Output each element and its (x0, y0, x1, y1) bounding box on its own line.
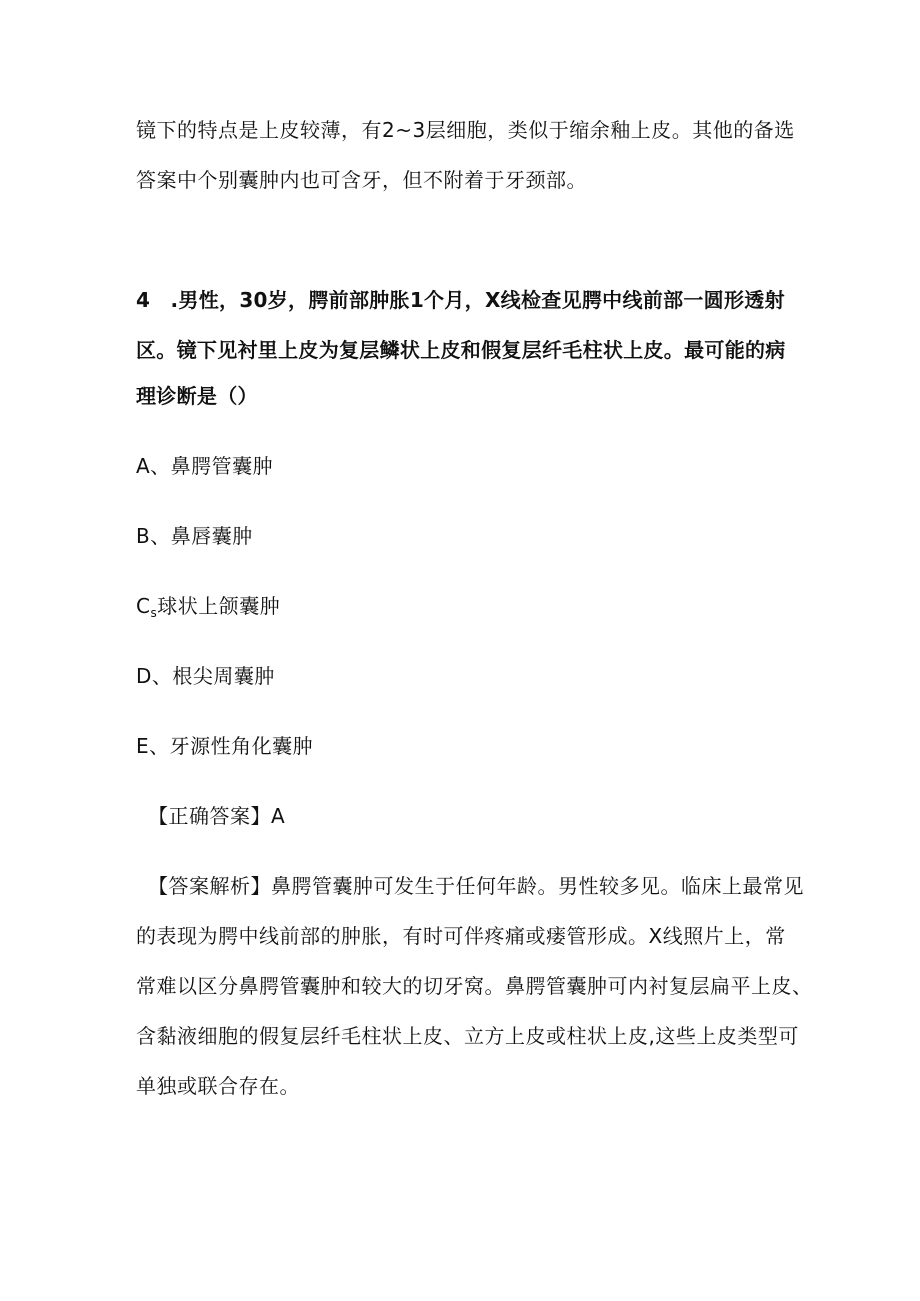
option-a: A、鼻腭管囊肿 (136, 454, 274, 478)
option-b: B、鼻唇囊肿 (136, 524, 253, 548)
question-line-1: 4 .男性，30岁，腭前部肿胀1个月，X线检查见腭中线前部一圆形透射 (136, 288, 785, 312)
option-e: E、牙源性角化囊肿 (136, 734, 314, 758)
option-c-text: 球状上颌囊肿 (157, 594, 281, 618)
analysis-line-1: 【答案解析】鼻腭管囊肿可发生于任何年龄。男性较多见。临床上最常见 (148, 874, 804, 898)
analysis-line-3: 常难以区分鼻腭管囊肿和较大的切牙窝。鼻腭管囊肿可内衬复层扁平上皮、 (136, 974, 813, 998)
correct-answer: 【正确答案】A (148, 804, 286, 828)
analysis-line-5: 单独或联合存在。 (136, 1074, 300, 1098)
question-line-3: 理诊断是（） (136, 384, 258, 408)
option-d: D、根尖周囊肿 (136, 664, 275, 688)
analysis-line-2: 的表现为腭中线前部的肿胀，有时可伴疼痛或瘘管形成。X线照片上，常 (136, 924, 786, 948)
option-c-letter: C (136, 594, 151, 618)
question-line-2: 区。镜下见衬里上皮为复层鳞状上皮和假复层纤毛柱状上皮。最可能的病 (136, 338, 786, 362)
option-c (136, 592, 826, 627)
analysis-line-4: 含黏液细胞的假复层纤毛柱状上皮、立方上皮或柱状上皮,这些上皮类型可 (136, 1024, 799, 1048)
option-c-subscript: s (150, 606, 158, 620)
prior-explanation-line-1: 镜下的特点是上皮较薄，有2~3层细胞，类似于缩余釉上皮。其他的备选 (136, 118, 795, 142)
prior-explanation-line-2: 答案中个别囊肿内也可含牙，但不附着于牙颈部。 (136, 168, 587, 192)
